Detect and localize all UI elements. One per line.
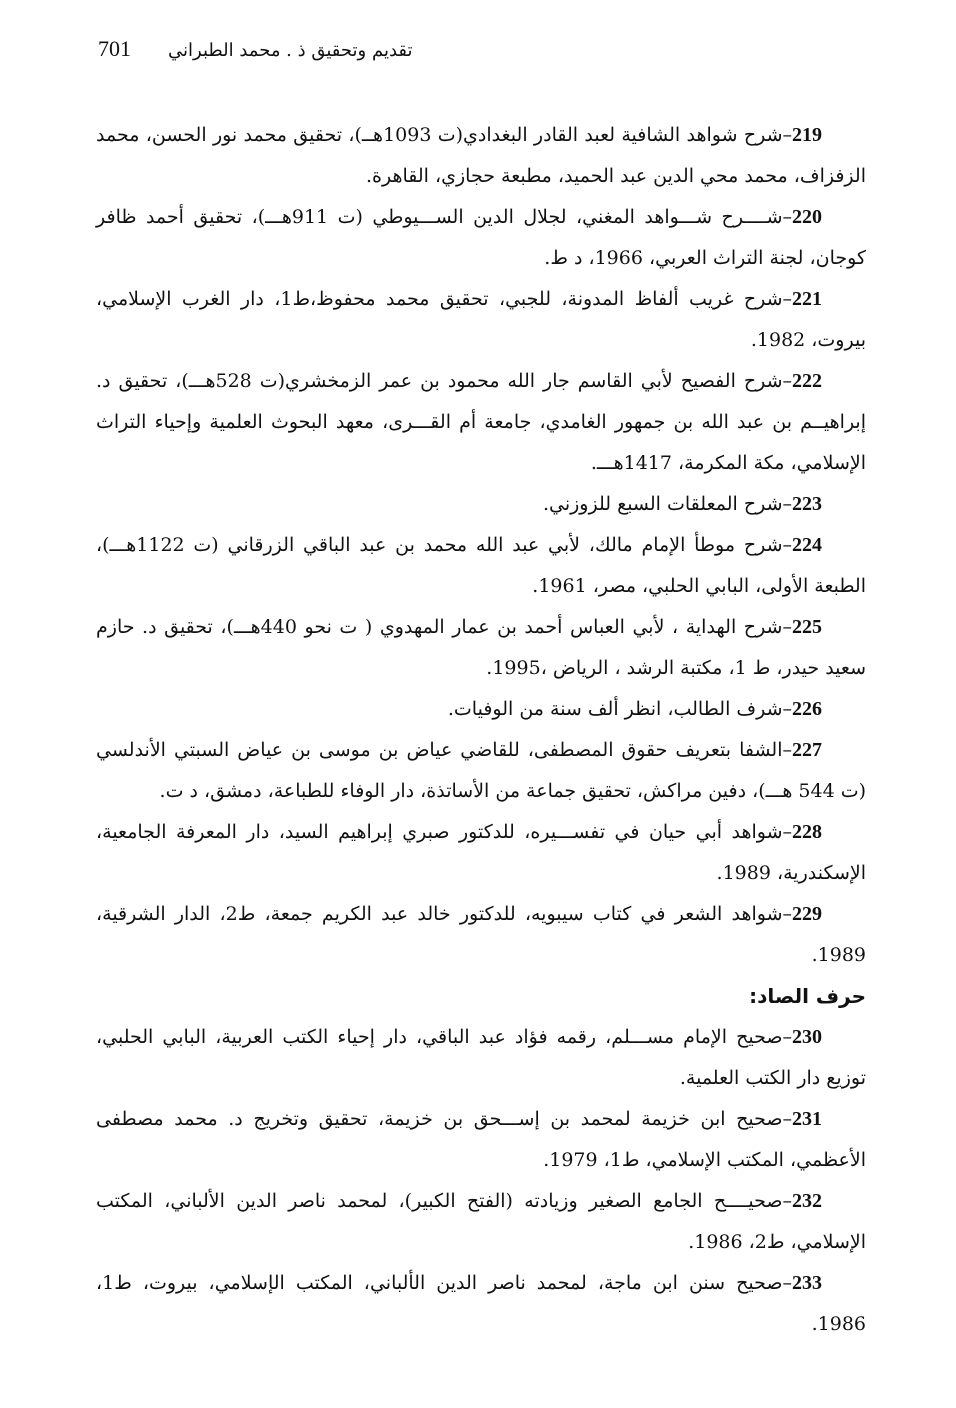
- entry-number: 233: [792, 1272, 822, 1294]
- entry-text: –شرح المعلقات السبع للزوزني.: [542, 493, 792, 515]
- entry-text: –شرف الطالب، انظر ألف سنة من الوفيات.: [447, 698, 792, 720]
- bibliography-entry-222: [96, 361, 866, 484]
- entry-text: –شرح الفصيح لأبي القاسم جار الله محمود بن عمر الزمخشري(ت 528هـــ)، تحقيق د. إبراهيــم بن عبد الله بن جمهور الغامدي، جامعة أم القـــرى، معهد البحوث العلمية وإحياء التراث الإسلامي، مكة المكرمة، 1417هـــ.: [96, 370, 866, 474]
- entry-number: 227: [792, 739, 822, 761]
- entry-text: –شــــرح شـــواهد المغني، لجلال الدين الســـيوطي (ت 911هـــ)، تحقيق أحمد ظافر كوجان، لجنة التراث العربي، 1966، د ط.: [96, 206, 866, 269]
- bibliography-entry-232: [96, 1181, 866, 1263]
- entry-text: –شرح الهداية ، لأبي العباس أحمد بن عمار المهدوي ( ت نحو 440هـــ)، تحقيق د. حازم سعيد حيدر، ط 1، مكتبة الرشد ، الرياض ،1995.: [96, 616, 866, 679]
- entry-number: 220: [792, 206, 822, 228]
- running-title: تقديم وتحقيق ذ . محمد الطبراني: [168, 40, 413, 61]
- bibliography-entry-223: [96, 484, 866, 525]
- bibliography-entry-225: [96, 607, 866, 689]
- entry-number: 229: [792, 903, 822, 925]
- entry-text: –الشفا بتعريف حقوق المصطفى، للقاضي عياض بن موسى بن عياض السبتي الأندلسي (ت 544 هـــ)، دفين مراكش، تحقيق جماعة من الأساتذة، دار الوفاء للطباعة، دمشق، د ت.: [96, 739, 866, 802]
- entry-number: 223: [792, 493, 822, 515]
- bibliography-entry-229: [96, 894, 866, 976]
- entry-text: –صحيح الإمام مســـلم، رقمه فؤاد عبد الباقي، دار إحياء الكتب العربية، البابي الحلبي، توزيع دار الكتب العلمية.: [96, 1026, 866, 1089]
- entry-number: 228: [792, 821, 822, 843]
- entry-number: 225: [791, 616, 822, 638]
- bibliography-entry-220: [96, 197, 866, 279]
- bibliography-entry-230: [96, 1017, 866, 1099]
- bibliography-entry-233: [96, 1263, 866, 1345]
- bibliography-entry-228: [96, 812, 866, 894]
- entry-text: –صحيح سنن ابن ماجة، لمحمد ناصر الدين الألباني، المكتب الإسلامي، بيروت، ط1، 1986.: [96, 1272, 866, 1335]
- entry-text: –صحيــــح الجامع الصغير وزيادته (الفتح الكبير)، لمحمد ناصر الدين الألباني، المكتب الإسلامي، ط2، 1986.: [96, 1190, 866, 1253]
- entry-text: –شرح شواهد الشافية لعبد القادر البغدادي(ت 1093هــ)، تحقيق محمد نور الحسن، محمد الزفزاف، محمد محي الدين عبد الحميد، مطبعة حجازي، القاهرة.: [96, 124, 866, 187]
- entry-number: 226: [792, 698, 822, 720]
- entry-number: 221: [791, 288, 822, 310]
- page-number: 701: [98, 36, 131, 61]
- entry-number: 232: [792, 1190, 822, 1212]
- entry-number: 230: [792, 1026, 822, 1048]
- bibliography-entry-231: [96, 1099, 866, 1181]
- bibliography-list: [96, 115, 866, 1345]
- page-header: [90, 36, 870, 76]
- entry-number: 231: [792, 1108, 822, 1130]
- bibliography-entry-224: [96, 525, 866, 607]
- entry-number: 224: [792, 534, 822, 556]
- entry-text: –شرح موطأ الإمام مالك، لأبي عبد الله محمد بن عبد الباقي الزرقاني (ت 1122هـــ)، الطبعة الأولى، البابي الحلبي، مصر، 1961.: [96, 534, 866, 597]
- entry-text: –شواهد الشعر في كتاب سيبويه، للدكتور خالد عبد الكريم جمعة، ط2، الدار الشرقية، 1989.: [96, 903, 866, 966]
- bibliography-entry-227: [96, 730, 866, 812]
- entry-number: 222: [792, 370, 822, 392]
- section-heading: حرف الصاد:: [749, 984, 866, 1008]
- bibliography-entry-226: [96, 689, 866, 730]
- entry-text: –شرح غريب ألفاظ المدونة، للجبي، تحقيق محمد محفوظ،ط1، دار الغرب الإسلامي، بيروت، 1982.: [96, 288, 866, 351]
- bibliography-entry-221: [96, 279, 866, 361]
- bibliography-entry-219: [96, 115, 866, 197]
- entry-text: –شواهد أبي حيان في تفســـيره، للدكتور صبري إبراهيم السيد، دار المعرفة الجامعية، الإسكندرية، 1989.: [96, 821, 866, 884]
- entry-number: 219: [792, 124, 823, 146]
- entry-text: –صحيح ابن خزيمة لمحمد بن إســـحق بن خزيمة، تحقيق وتخريج د. محمد مصطفى الأعظمي، المكتب الإسلامي، ط1، 1979.: [96, 1108, 866, 1171]
